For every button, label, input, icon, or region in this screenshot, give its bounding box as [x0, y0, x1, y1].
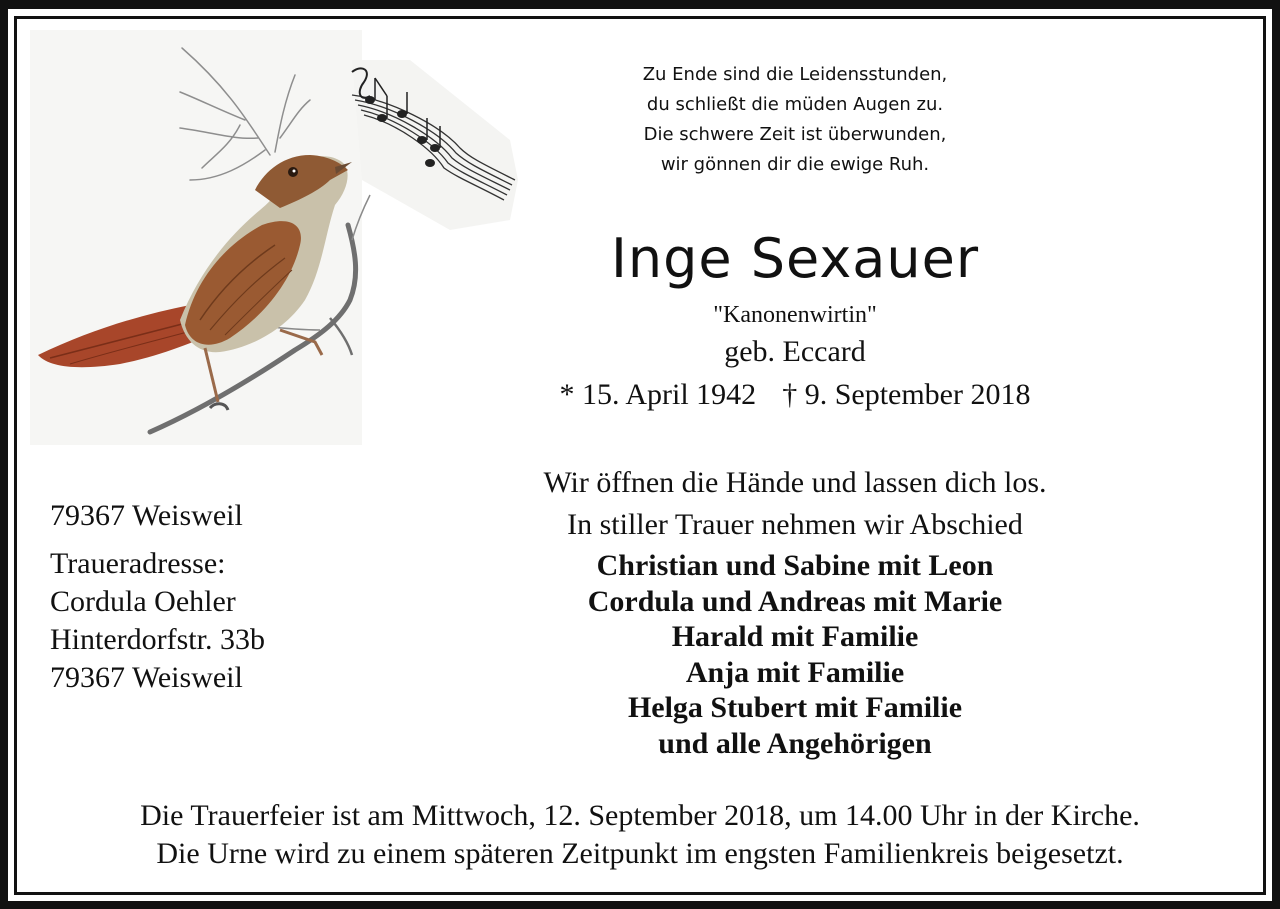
service-line: Die Urne wird zu einem späteren Zeitpunkt im engsten Familienkreis beigesetzt. [156, 837, 1124, 870]
birth-date: * 15. April 1942 [559, 378, 757, 411]
farewell-text [460, 462, 1130, 546]
poem [540, 60, 1050, 180]
mourner-line: Anja mit Familie [685, 655, 905, 689]
deceased-name: Inge Sexauer [610, 227, 980, 290]
address-label: Traueradresse: [50, 547, 226, 580]
service-info [40, 797, 1240, 873]
life-dates [500, 377, 1090, 413]
address-street: Hinterdorfstr. 33b [50, 623, 265, 656]
mourner-line: Christian und Sabine mit Leon [596, 549, 994, 582]
poem-line: du schließt die müden Augen zu. [646, 94, 944, 115]
mourner-line: Helga Stubert mit Familie [627, 691, 963, 724]
farewell-line: In stiller Trauer nehmen wir Abschied [567, 508, 1023, 541]
mourner-line: und alle Angehörigen [658, 726, 932, 760]
service-line: Die Trauerfeier ist am Mittwoch, 12. September 2018, um 14.00 Uhr in der Kirche. [140, 799, 1140, 832]
mourners-list [460, 548, 1130, 761]
poem-line: Die schwere Zeit ist überwunden, [643, 124, 947, 145]
mourner-line: Harald mit Familie [671, 620, 919, 653]
farewell-line: Wir öffnen die Hände und lassen dich los. [543, 466, 1047, 499]
poem-line: Zu Ende sind die Leidensstunden, [642, 64, 948, 85]
mourner-line: Cordula und Andreas mit Marie [587, 584, 1003, 618]
deceased-nickname: "Kanonenwirtin" [713, 302, 877, 328]
town: 79367 Weisweil [50, 499, 243, 532]
address-block [50, 497, 410, 697]
birth-name: geb. Eccard [724, 335, 866, 368]
address-contact: Cordula Oehler [50, 585, 236, 618]
death-date: † 9. September 2018 [782, 378, 1031, 411]
songbird-illustration [30, 30, 520, 445]
poem-line: wir gönnen dir die ewige Ruh. [660, 154, 930, 175]
address-city: 79367 Weisweil [50, 661, 243, 694]
